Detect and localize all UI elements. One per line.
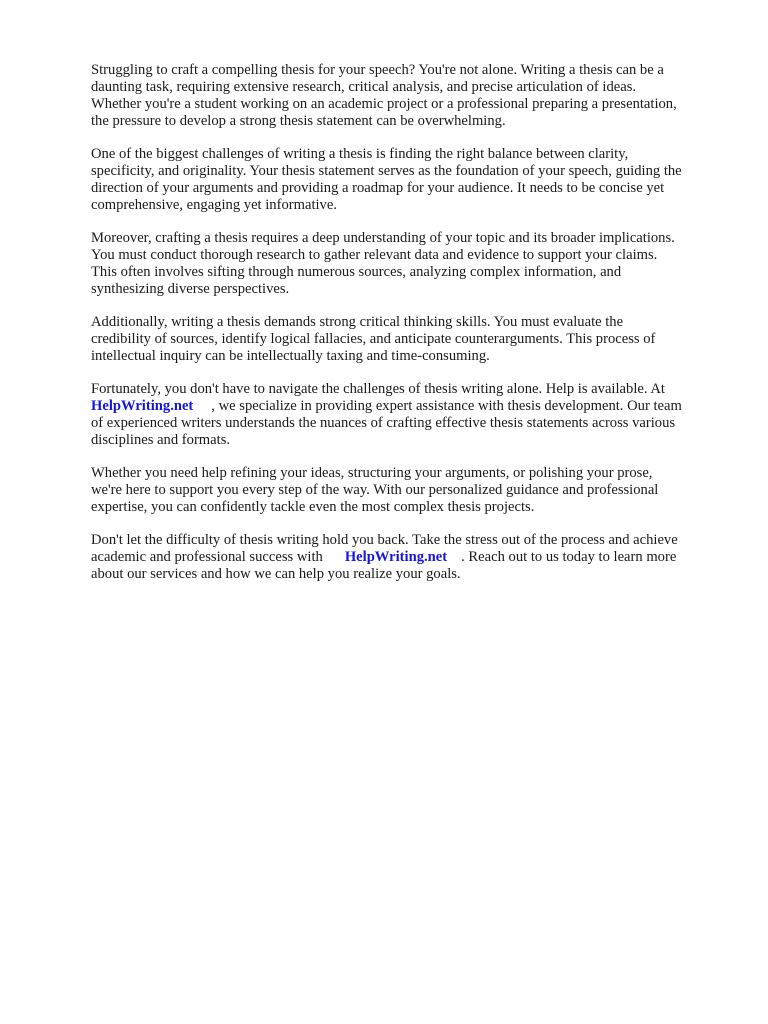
- paragraph-support: Whether you need help refining your ideas, structuring your arguments, or polishing your prose, we're here to support you every step of the way. With our personalized guidance and professional expertise, you can confidently tackle even the most complex thesis projects.: [91, 465, 659, 515]
- helpwriting-link-closing[interactable]: HelpWriting.net: [344, 549, 448, 565]
- paragraph-challenges: One of the biggest challenges of writing a thesis is finding the right balance between clarity, specificity, and originality. Your thesis statement serves as the foundation of your speech, guiding the direction of your arguments and providing a roadmap for your audience. It needs to be concise yet comprehensive, engaging yet informative.: [91, 146, 682, 213]
- paragraph-closing-text-before: Don't let the difficulty of thesis writing hold you back. Take the stress out of the process and achieve academic and professional success with: [91, 532, 678, 565]
- helpwriting-link[interactable]: HelpWriting.net: [91, 398, 194, 414]
- paragraph-research: Moreover, crafting a thesis requires a deep understanding of your topic and its broader implications. You must conduct thorough research to gather relevant data and evidence to support your claims. This often involves sifting through numerous sources, analyzing complex information, and synthesizing diverse perspectives.: [91, 230, 675, 297]
- paragraph-help-text-after: , we specialize in providing expert assistance with thesis development. Our team of experienced writers understands the nuances of crafting effective thesis statements across various disciplines and formats.: [91, 398, 682, 448]
- paragraph-critical-thinking: Additionally, writing a thesis demands strong critical thinking skills. You must evaluate the credibility of sources, identify logical fallacies, and anticipate counterarguments. This process of intellectual inquiry can be intellectually taxing and time-consuming.: [91, 314, 656, 364]
- paragraph-help-text-before: Fortunately, you don't have to navigate the challenges of thesis writing alone. Help is available. At: [91, 381, 665, 397]
- document-body: [91, 62, 731, 599]
- paragraph-intro: Struggling to craft a compelling thesis for your speech? You're not alone. Writing a thesis can be a daunting task, requiring extensive research, critical analysis, and precise articulation of ideas. Whether you're a student working on an academic project or a professional preparing a presentation, the pressure to develop a strong thesis statement can be overwhelming.: [91, 62, 677, 129]
- paragraph-closing: [91, 532, 731, 583]
- paragraph-help-available: [91, 381, 731, 449]
- paragraph-closing-text-after: . Reach out to us today to learn more about our services and how we can help you realize your goals.: [91, 549, 677, 582]
